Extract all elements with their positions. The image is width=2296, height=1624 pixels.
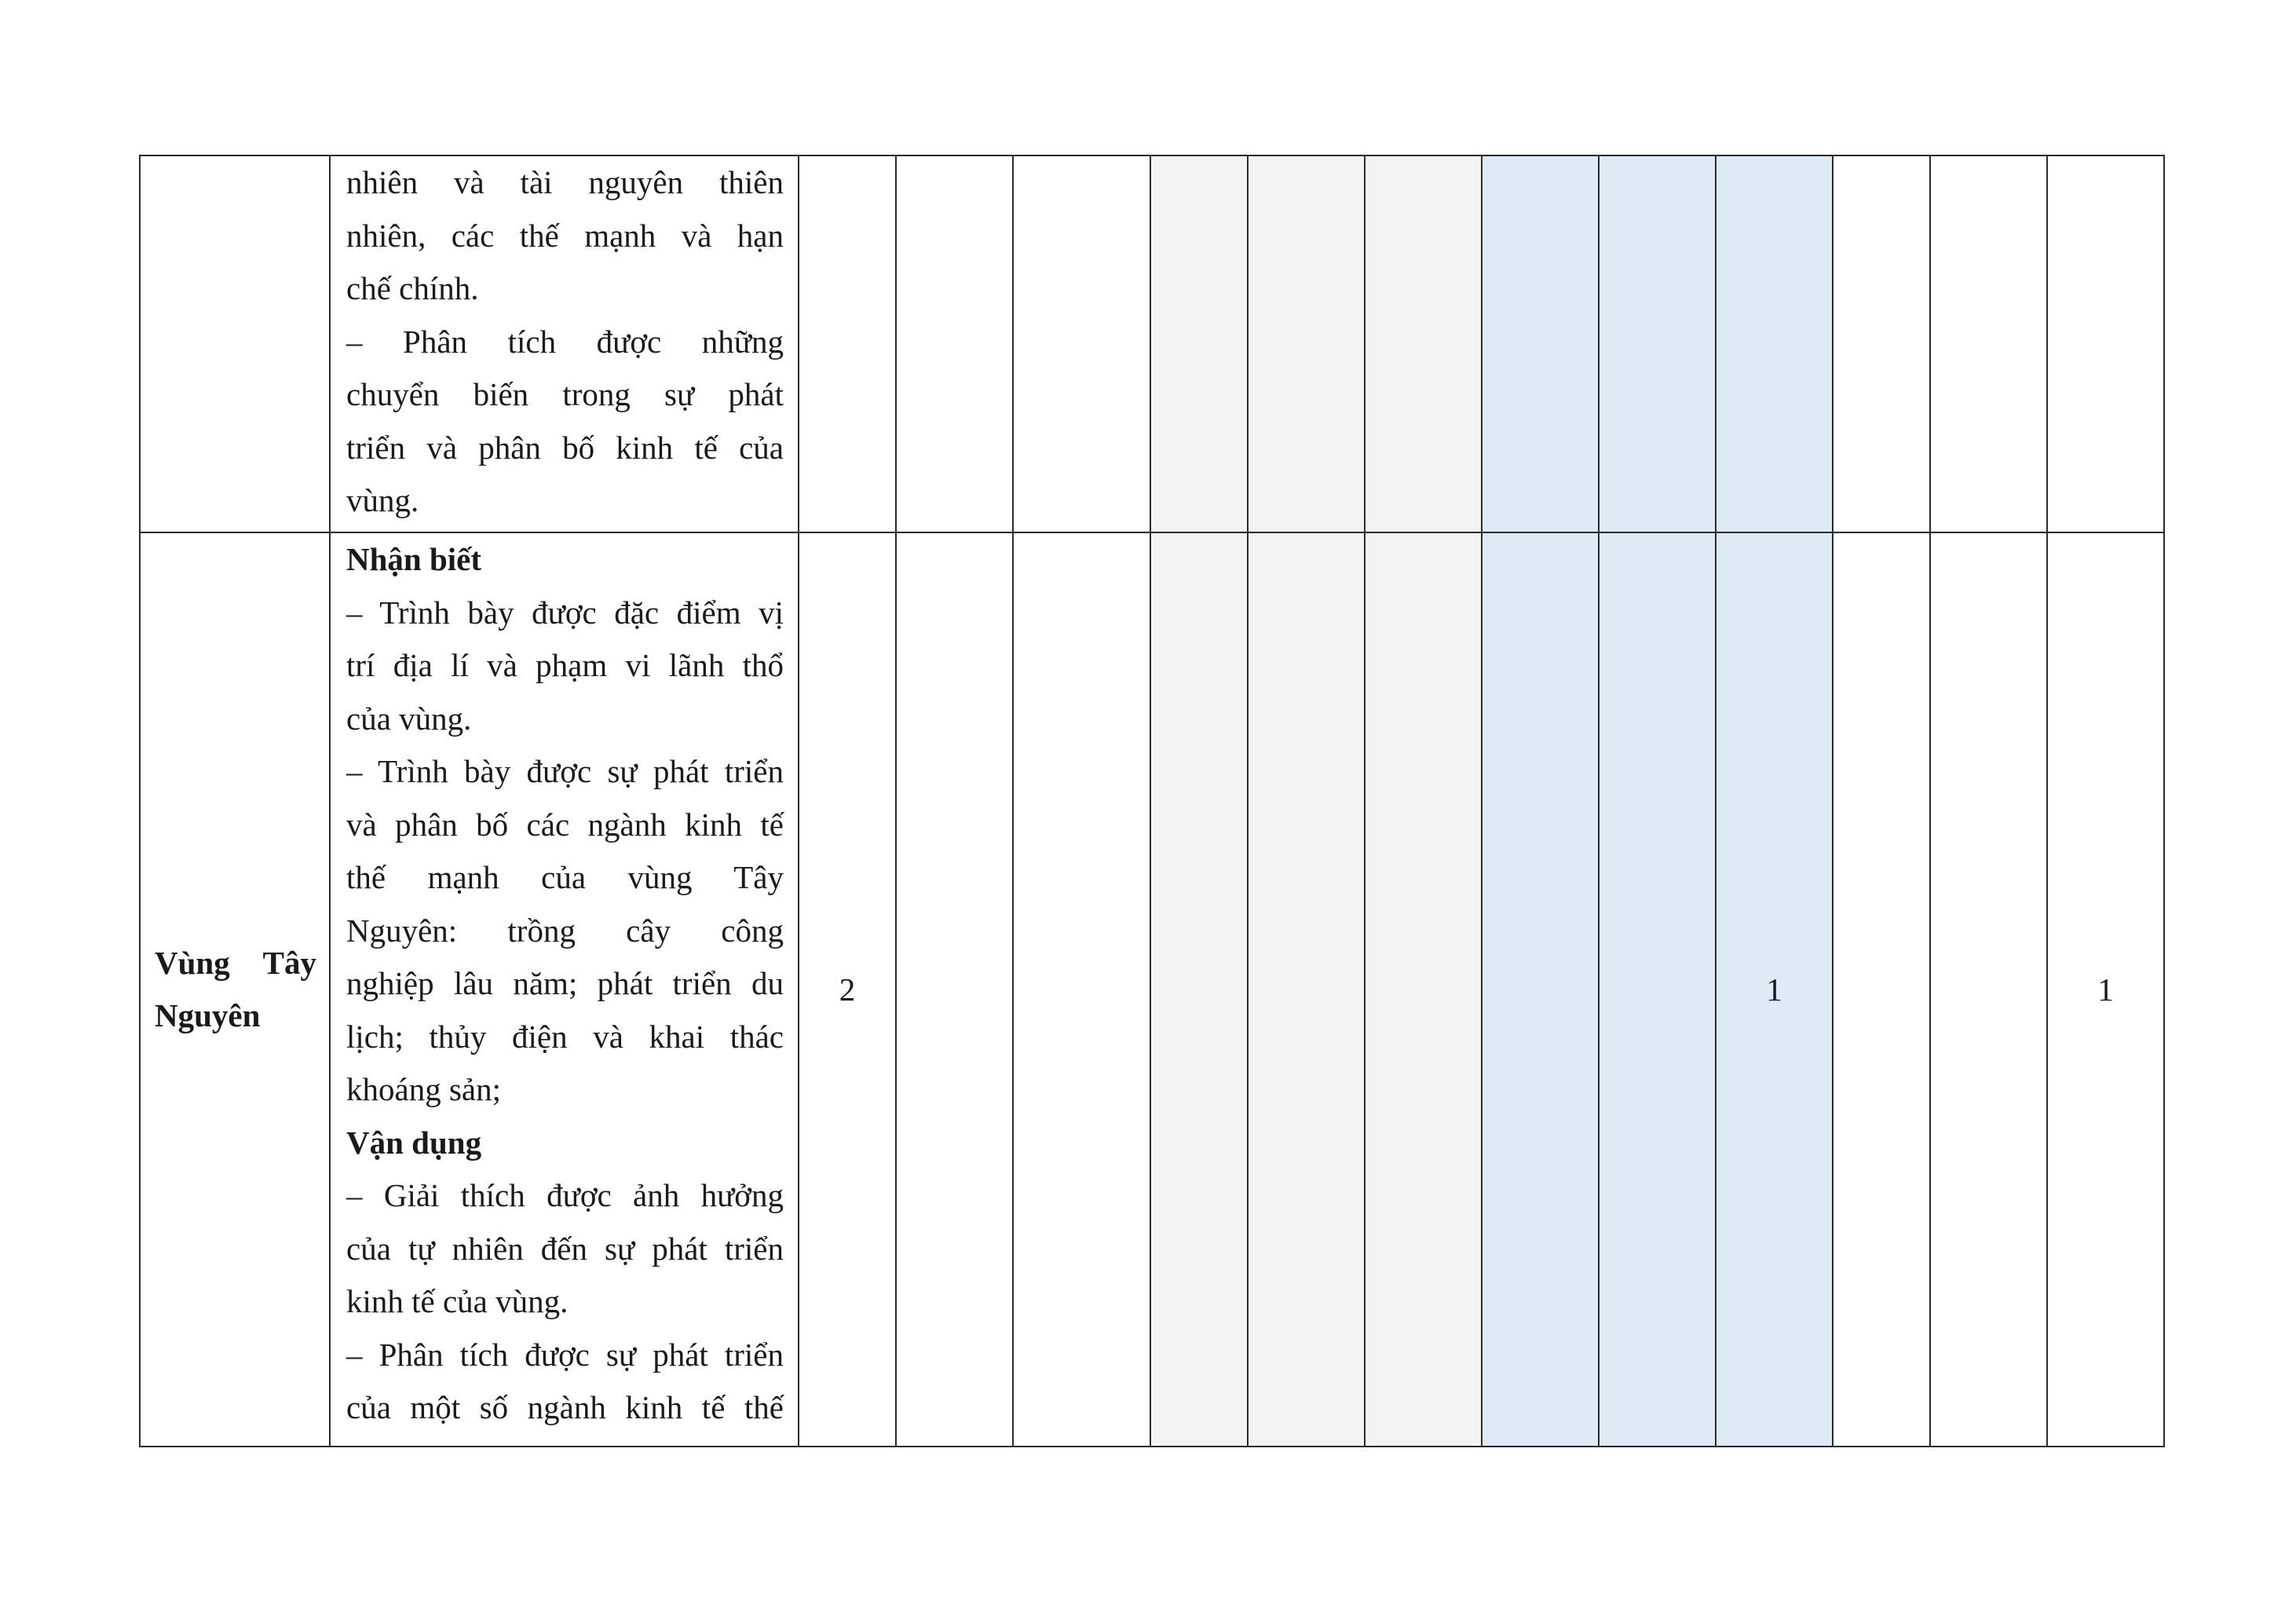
region-cell <box>140 155 330 532</box>
text-line: – Giải thích được ảnh hưởng <box>346 1177 784 1213</box>
matrix-table <box>139 155 2165 1447</box>
region-name-line: Vùng Tây <box>155 944 316 981</box>
content-cell <box>330 532 799 1447</box>
count-cell <box>1482 532 1599 1447</box>
text-line: của một số ngành kinh tế thế <box>346 1389 784 1425</box>
count-cell <box>1013 155 1150 532</box>
text-line: nhiên và tài nguyên thiên <box>346 164 784 200</box>
text-line: khoáng sản; <box>346 1071 501 1107</box>
table-row <box>140 155 2164 532</box>
text-line: – Phân tích được những <box>346 323 784 360</box>
content-cell <box>330 155 799 532</box>
text-line: trí địa lí và phạm vi lãnh thổ <box>346 647 784 683</box>
content-text <box>331 156 798 528</box>
count-cell <box>1150 532 1248 1447</box>
count-cell <box>1716 155 1833 532</box>
region-name-line: Nguyên <box>155 997 261 1033</box>
text-line: của tự nhiên đến sự phát triển <box>346 1230 784 1267</box>
count-cell <box>1833 155 1930 532</box>
text-line: vùng. <box>346 482 419 518</box>
text-line: chuyển biến trong sự phát <box>346 376 784 412</box>
text-line: Nguyên: trồng cây công <box>346 912 784 949</box>
text-line: nhiên, các thế mạnh và hạn <box>346 217 784 254</box>
count-cell <box>799 155 896 532</box>
text-line: kinh tế của vùng. <box>346 1283 569 1319</box>
count-cell <box>1599 532 1716 1447</box>
count-cell <box>1248 155 1365 532</box>
count-cell: 1 <box>2047 532 2164 1447</box>
count-cell: 2 <box>799 532 896 1447</box>
section-heading: Nhận biết <box>346 541 482 577</box>
count-cell <box>1930 155 2047 532</box>
count-cell: 1 <box>1716 532 1833 1447</box>
text-line: thế mạnh của vùng Tây <box>346 859 784 895</box>
text-line: chế chính. <box>346 270 479 306</box>
count-cell <box>1013 532 1150 1447</box>
count-cell <box>896 155 1013 532</box>
count-cell <box>2047 155 2164 532</box>
table-row <box>140 532 2164 1447</box>
count-cell <box>1248 532 1365 1447</box>
region-cell <box>140 532 330 1447</box>
count-cell <box>896 532 1013 1447</box>
text-line: lịch; thủy điện và khai thác <box>346 1018 784 1055</box>
text-line: của vùng. <box>346 700 472 737</box>
text-line: – Trình bày được đặc điểm vị <box>346 594 784 631</box>
text-line: triển và phân bố kinh tế của <box>346 429 784 466</box>
count-cell <box>1365 532 1482 1447</box>
count-cell <box>1930 532 2047 1447</box>
count-cell <box>1365 155 1482 532</box>
text-line: nghiệp lâu năm; phát triển du <box>346 965 784 1001</box>
text-line: – Phân tích được sự phát triển <box>346 1336 784 1373</box>
text-line: và phân bố các ngành kinh tế <box>346 806 784 843</box>
count-cell <box>1482 155 1599 532</box>
section-heading: Vận dụng <box>346 1124 482 1161</box>
count-cell <box>1833 532 1930 1447</box>
count-cell <box>1150 155 1248 532</box>
count-cell <box>1599 155 1716 532</box>
content-text <box>331 533 798 1435</box>
text-line: – Trình bày được sự phát triển <box>346 753 784 789</box>
